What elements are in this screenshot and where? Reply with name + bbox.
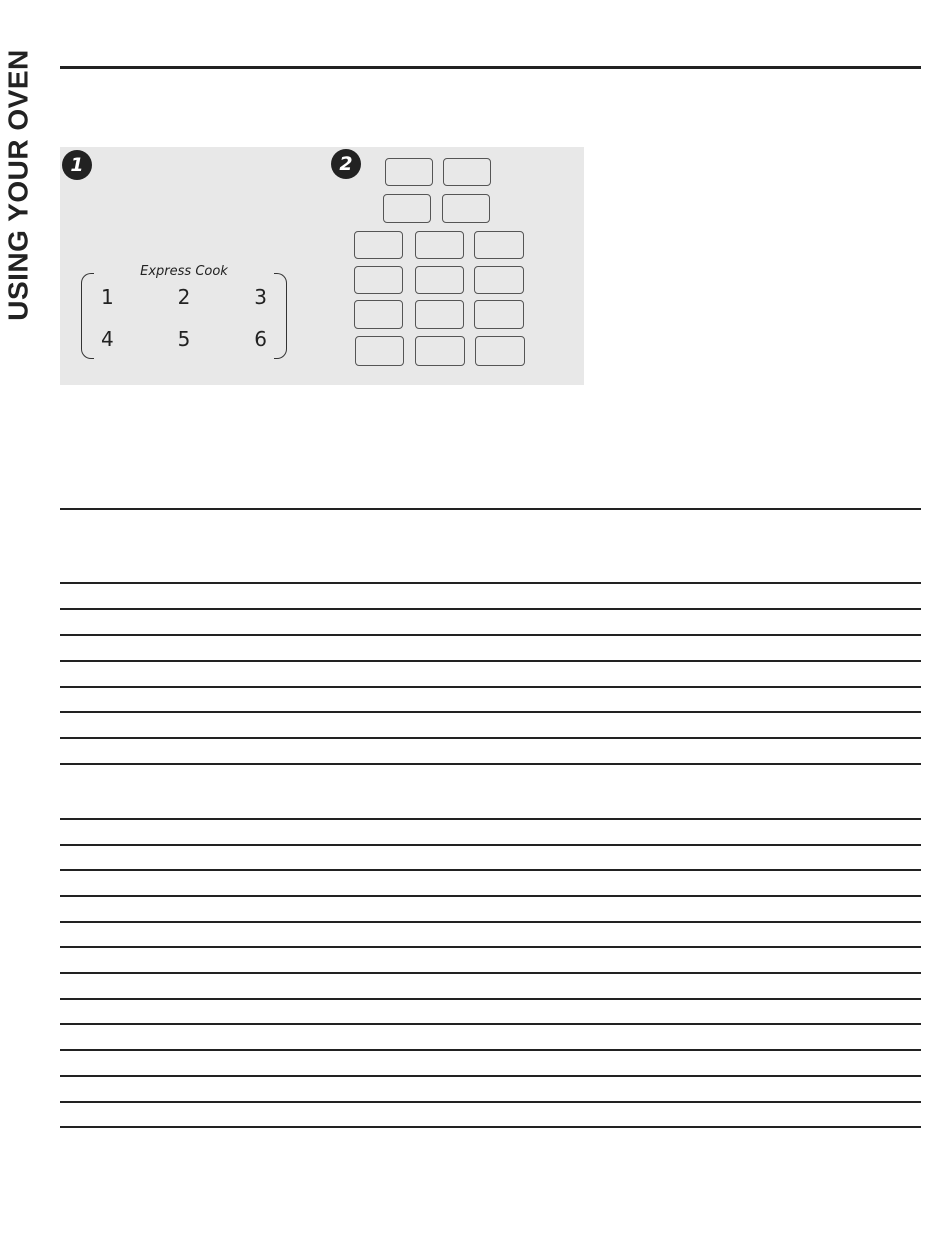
keypad-button[interactable] — [443, 158, 491, 186]
keypad-button[interactable] — [354, 231, 403, 259]
table-row-rule — [60, 711, 921, 713]
keypad-button[interactable] — [474, 231, 524, 259]
table-row-rule — [60, 582, 921, 584]
keypad-button[interactable] — [415, 266, 464, 294]
table-top-rule — [60, 508, 921, 510]
step-badge-2: 2 — [331, 149, 361, 179]
express-cook-key-6[interactable]: 6 — [254, 327, 267, 351]
table-row-rule — [60, 1049, 921, 1051]
express-cook-keypad — [95, 285, 273, 351]
table-row-rule — [60, 686, 921, 688]
keypad-button[interactable] — [415, 336, 465, 366]
control-panel-illustration — [60, 147, 584, 385]
keypad-button[interactable] — [415, 231, 464, 259]
keypad-button[interactable] — [385, 158, 433, 186]
keypad-button[interactable] — [355, 336, 404, 366]
keypad-button[interactable] — [354, 266, 403, 294]
top-divider — [60, 66, 921, 69]
table-row-rule — [60, 737, 921, 739]
table-row-rule — [60, 998, 921, 1000]
keypad-button[interactable] — [475, 336, 525, 366]
table-row-rule — [60, 946, 921, 948]
keypad-button[interactable] — [442, 194, 490, 223]
left-bracket — [81, 273, 94, 359]
table-row-rule — [60, 818, 921, 820]
express-cook-key-2[interactable]: 2 — [177, 285, 191, 309]
table-row-rule — [60, 634, 921, 636]
side-section-title: USING YOUR OVEN — [3, 49, 35, 321]
table-row-rule — [60, 1023, 921, 1025]
table-row-rule — [60, 972, 921, 974]
keypad-button[interactable] — [415, 300, 464, 329]
table-bottom-rule — [60, 1126, 921, 1128]
table-row-rule — [60, 608, 921, 610]
table-row-rule — [60, 763, 921, 765]
table-row-rule — [60, 895, 921, 897]
express-cook-group — [81, 265, 287, 360]
table-row-rule — [60, 921, 921, 923]
keypad-button[interactable] — [474, 266, 524, 294]
express-cook-label: Express Cook — [140, 264, 228, 279]
express-cook-key-3[interactable]: 3 — [254, 285, 267, 309]
keypad-button[interactable] — [383, 194, 431, 223]
keypad-button[interactable] — [474, 300, 524, 329]
keypad-button[interactable] — [354, 300, 403, 329]
table-row-rule — [60, 869, 921, 871]
express-cook-key-4[interactable]: 4 — [101, 327, 114, 351]
table-row-rule — [60, 1075, 921, 1077]
table-row-rule — [60, 660, 921, 662]
step-badge-1: 1 — [62, 150, 92, 180]
express-cook-key-5[interactable]: 5 — [177, 327, 191, 351]
table-row-rule — [60, 844, 921, 846]
right-bracket — [274, 273, 287, 359]
table-row-rule — [60, 1101, 921, 1103]
express-cook-key-1[interactable]: 1 — [101, 285, 114, 309]
